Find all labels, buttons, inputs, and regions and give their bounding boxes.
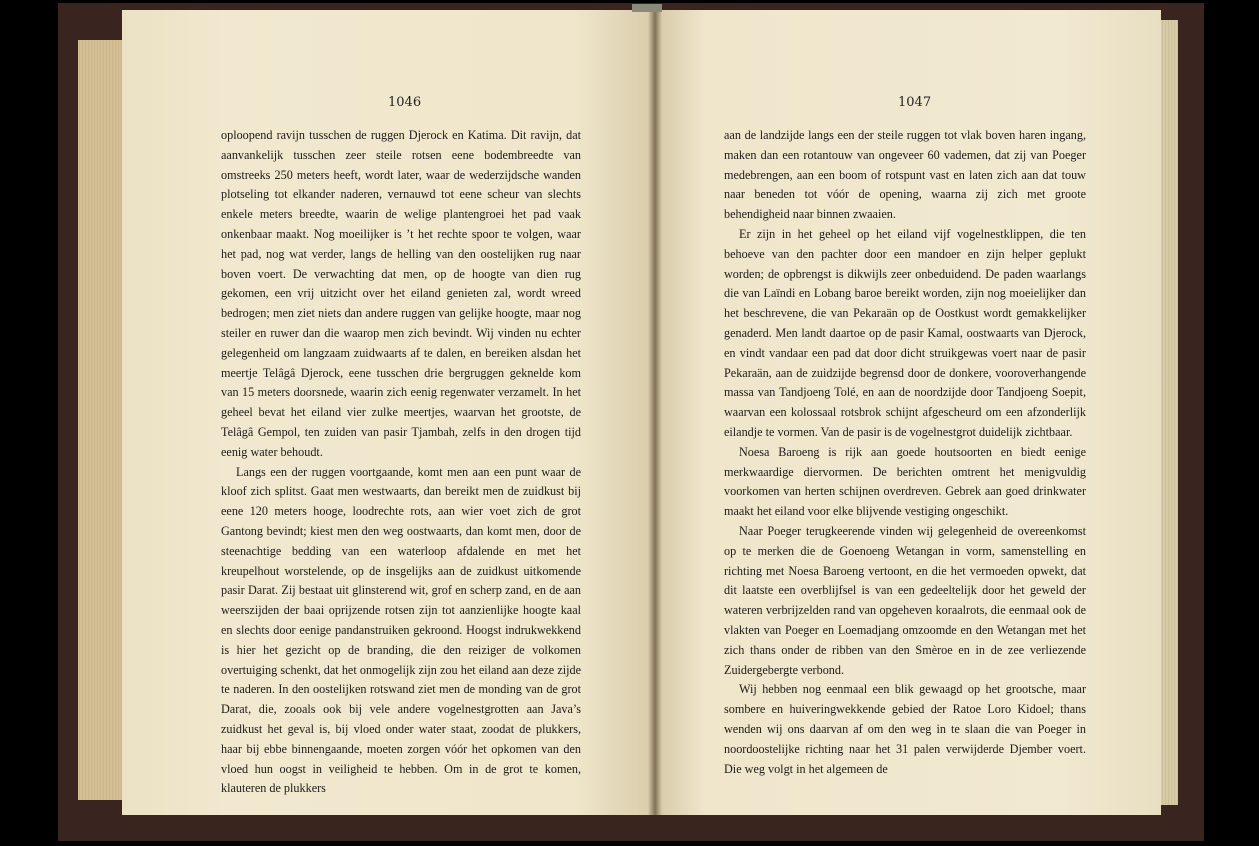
book-gutter [648, 8, 662, 818]
right-paragraph-4: Naar Poeger terugkeerende vinden wij gelegenheid de overeenkomst op te merken die de Goenoeng Wetangan in vorm, samenstelling en richting met Noesa Baroeng vertoont, en die het vermoeden opwekt, dat dit laatste een overblijfsel is van een gedeeltelijk door het geweld der wateren verbrijzelden rand van opgeheven koraalrots, die eenmaal ook de vlakten van Poeger en Loemadjang omzoomde en den Wetangan met het zich thans onder de ribben van den Smèroe en in de zee verliezende Zuidergebergte verbond. [724, 523, 1086, 677]
left-page-text [221, 126, 581, 799]
right-paragraph-1: aan de landzijde langs een der steile ruggen tot vlak boven haren ingang, maken dan een rotantouw van ongeveer 60 vademen, dat zij van Poeger medebrengen, aan een boom of rotspunt vast en laten zich aan dat touw naar beneden tot vóór de opening, waarna zij zich met groote behendigheid naar binnen zwaaien. [724, 128, 1086, 222]
left-paragraph-1: oploopend ravijn tusschen de ruggen Djerock en Katima. Dit ravijn, dat aanvankelijk tusschen zeer steile rotsen eene bodembreedte van omstreeks 250 meters heeft, wordt later, waar de wederzijdsche wanden plotseling tot elkander naderen, vernauwd tot eene scheur van slechts enkele meters breedte, waarin de welige plantengroei het pad vaak onkenbaar maakt. Nog moeilijker is ’t het rechte spoor te volgen, waar het pad, nog wat verder, langs de helling van den oostelijken rug naar boven voert. De verwachting dat men, op de hoogte van dien rug gekomen, een vrij uitzicht over het eiland genieten zal, wordt wreed bedrogen; men ziet niets dan andere ruggen van gelijke hoogte, maar nog steiler en ruwer dan die waarop men zich bevindt. Wij vinden nu echter gelegenheid om langzaam zuidwaarts af te dalen, en bereiken alsdan het meertje Telâgâ Djerock, eene tusschen drie bergruggen geknelde kom van 15 meters doorsnede, waarin zich eenig regenwater verzamelt. In het geheel bevat het eiland vier zulke meertjes, waarvan het grootste, de Telâgâ Gempol, ten zuiden van pasir Tjambah, zelfs in den drogen tijd eenig water behoudt. [221, 128, 581, 459]
page-edges-right [1158, 20, 1178, 805]
right-paragraph-3: Noesa Baroeng is rijk aan goede houtsoorten en biedt eenige merkwaardige diervormen. De berichten omtrent het menigvuldig voorkomen van herten schijnen overdreven. Gebrek aan goed drinkwater maakt het eiland voor elke blijvende vestiging ongeschikt. [724, 444, 1086, 519]
spine-clip [632, 4, 662, 12]
right-page-number: 1047 [898, 95, 932, 110]
left-page-number: 1046 [388, 95, 422, 110]
page-edges-left [78, 40, 124, 800]
left-paragraph-2: Langs een der ruggen voortgaande, komt men aan een punt waar de kloof zich splitst. Gaat men westwaarts, dan bereikt men de zuidkust bij eene 120 meters hooge, loodrechte rots, aan wier voet zich de grot Gantong bevindt; kiest men den weg oostwaarts, dan komt men, door de steenachtige bedding van een waterloop afdalende en met het kreupelhout worstelende, op de insgelijks aan de zuidkust uitkomende pasir Darat. Zij bestaat uit glinsterend wit, grof en scherp zand, en de aan weerszijden der baai oprijzende rotsen zijn tot aanzienlijke hoogte kaal en slechts door eenige pandanstruiken gekroond. Hoogst indrukwekkend is hier het gezicht op de branding, die den reiziger de volkomen overtuiging schenkt, dat het onmogelijk zijn zou het eiland aan deze zijde te naderen. In den oostelijken rotswand ziet men de monding van de grot Darat, die, zooals ook bij vele andere vogelnestgrotten aan Java’s zuidkust het geval is, bij vloed onder water staat, zoodat de plukkers, haar bij ebbe binnengaande, moeten zorgen vóór het opkomen van den vloed hun oogst in veiligheid te hebben. Om in de grot te komen, klauteren de plukkers [221, 464, 581, 796]
right-paragraph-2: Er zijn in het geheel op het eiland vijf vogelnestklippen, die ten behoeve van den pachter door een mandoer en zijn helper geplukt worden; de opbrengst is dikwijls zeer onbeduidend. De paden waarlangs die van Laïndi en Lobang baroe bereikt worden, zijn nog moeielijker dan het beschrevene, die van Pekaraän op de Oostkust wordt gemakkelijker genaderd. Men landt daartoe op de pasir Kamal, oostwaarts van Djerock, en vindt vandaar een pad dat door dicht struikgewas voert naar de pasir Pekaraän, aan de zuidzijde begrensd door de donkere, vooroverhangende massa van Tandjoeng Tolé, en aan de noordzijde door Tandjoeng Soepit, waarvan een kolossaal rotsbrok schijnt afgescheurd om een afzonderlijk eilandje te vormen. Van de pasir is de vogelnestgrot duidelijk zichtbaar. [724, 226, 1086, 439]
right-page-text [724, 126, 1086, 779]
right-paragraph-5: Wij hebben nog eenmaal een blik gewaagd op het grootsche, maar sombere en huiveringwekkende gebied der Ratoe Loro Kidoel; thans wenden wij ons daarvan af om den weg in te slaan die van Poeger in noordoostelijke richting naar het 31 palen verwijderde Djember voert. Die weg volgt in het algemeen de [724, 682, 1086, 776]
